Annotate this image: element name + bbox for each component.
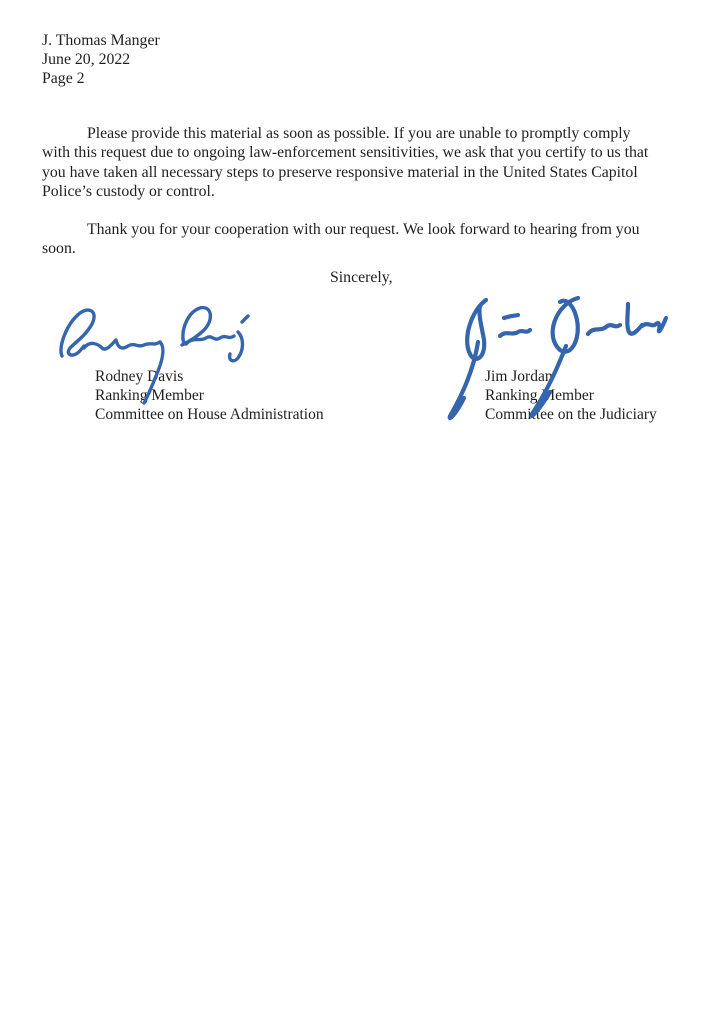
paragraph-thank-you: [42, 220, 640, 259]
signature-block-jim-jordan: [485, 368, 657, 425]
signer-committee: Committee on House Administration: [95, 405, 324, 423]
paragraph-line: Thank you for your cooperation with our request. We look forward to hearing from you: [87, 221, 640, 238]
closing-salutation: Sincerely,: [330, 269, 393, 286]
paragraph-preservation-request: [42, 124, 648, 202]
paragraph-line: with this request due to ongoing law-enforcement sensitivities, we ask that you certify to us that: [42, 144, 649, 162]
page-number: Page 2: [42, 70, 85, 87]
signer-title: Ranking Member: [485, 386, 594, 404]
paragraph-line: Police’s custody or control.: [42, 183, 215, 201]
recipient-name: J. Thomas Manger: [42, 32, 160, 49]
signer-name: Jim Jordan: [485, 368, 553, 385]
paragraph-line: Please provide this material as soon as possible. If you are unable to promptly comply: [87, 125, 631, 142]
letter-date: June 20, 2022: [42, 51, 131, 68]
signer-committee: Committee on the Judiciary: [485, 405, 657, 423]
paragraph-line: soon.: [42, 240, 76, 258]
paragraph-line: you have taken all necessary steps to preserve responsive material in the United States Capitol: [42, 163, 638, 181]
signer-name: Rodney Davis: [95, 368, 184, 385]
letter-header: [42, 31, 160, 88]
signature-block-rodney-davis: [95, 368, 324, 425]
signer-title: Ranking Member: [95, 386, 204, 404]
